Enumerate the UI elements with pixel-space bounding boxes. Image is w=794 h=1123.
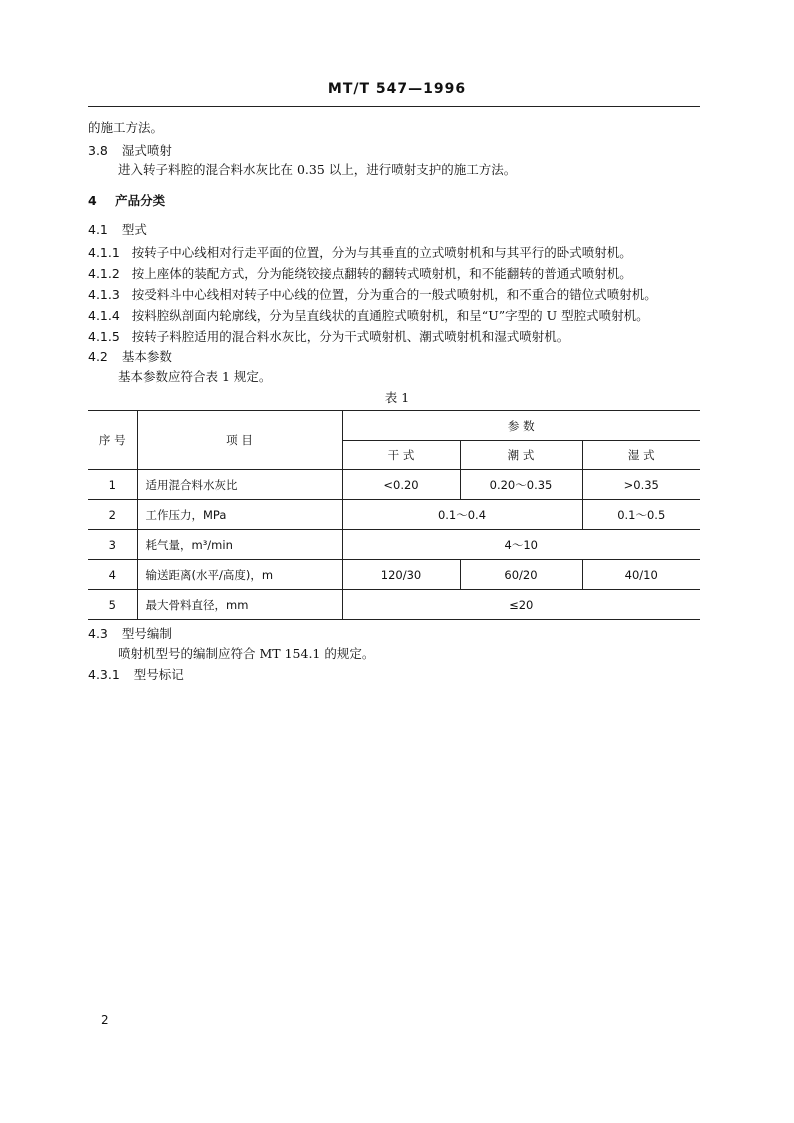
cell-seq: 2 — [88, 500, 137, 530]
section-3-8-text: 进入转子料腔的混合料水灰比在 0.35 以上，进行喷射支护的施工方法。 — [118, 162, 517, 177]
clause-text: 按料腔纵剖面内轮廓线，分为呈直线状的直通腔式喷射机，和呈“U”字型的 U 型腔式喷射机。 — [131, 308, 649, 323]
section-title: 型号编制 — [121, 626, 172, 641]
clause-4-1-4 — [88, 308, 649, 324]
cell-wet: >0.35 — [582, 470, 700, 500]
continued-paragraph: 的施工方法。 — [88, 120, 164, 135]
cell-wet: 0.1～0.5 — [582, 500, 700, 530]
clause-4-1-5 — [88, 329, 569, 345]
column-header-wet: 湿 式 — [582, 441, 700, 470]
section-number: 4.2 — [88, 349, 108, 364]
cell-seq: 1 — [88, 470, 137, 500]
column-header-seq: 序 号 — [88, 411, 137, 470]
section-number: 4 — [88, 193, 97, 208]
section-4-2-text: 基本参数应符合表 1 规定。 — [118, 369, 272, 384]
section-4-2-heading — [88, 349, 172, 365]
clause-number: 4.1.4 — [88, 308, 120, 323]
section-title: 型号标记 — [133, 667, 184, 682]
section-3-8-heading — [88, 143, 172, 159]
cell-seq: 4 — [88, 560, 137, 590]
cell-item: 工作压力，MPa — [137, 500, 342, 530]
table-row — [88, 590, 700, 620]
cell-dry-damp: 0.1～0.4 — [342, 500, 582, 530]
section-4-3-1-heading — [88, 667, 184, 683]
parameters-table — [88, 410, 700, 620]
clause-text: 按上座体的装配方式，分为能绕铰接点翻转的翻转式喷射机，和不能翻转的普通式喷射机。 — [131, 266, 632, 281]
column-header-item: 项 目 — [137, 411, 342, 470]
section-number: 4.3.1 — [88, 667, 120, 682]
cell-damp: 60/20 — [460, 560, 582, 590]
table-caption: 表 1 — [384, 390, 410, 405]
section-4-3-text: 喷射机型号的编制应符合 MT 154.1 的规定。 — [118, 646, 375, 661]
section-4-1-heading — [88, 222, 147, 238]
cell-dry: 120/30 — [342, 560, 460, 590]
section-title: 基本参数 — [121, 349, 172, 364]
table-row — [88, 500, 700, 530]
clause-text: 按转子料腔适用的混合料水灰比，分为干式喷射机、潮式喷射机和湿式喷射机。 — [131, 329, 570, 344]
cell-all: 4～10 — [342, 530, 700, 560]
section-number: 4.1 — [88, 222, 108, 237]
cell-dry: <0.20 — [342, 470, 460, 500]
cell-item: 适用混合料水灰比 — [137, 470, 342, 500]
table-row — [88, 530, 700, 560]
page-header-rule — [88, 106, 700, 107]
cell-item: 最大骨料直径，mm — [137, 590, 342, 620]
clause-number: 4.1.2 — [88, 266, 120, 281]
table-row — [88, 560, 700, 590]
column-header-damp: 潮 式 — [460, 441, 582, 470]
cell-seq: 5 — [88, 590, 137, 620]
clause-4-1-1 — [88, 245, 632, 261]
clause-text: 按转子中心线相对行走平面的位置，分为与其垂直的立式喷射机和与其平行的卧式喷射机。 — [131, 245, 632, 260]
cell-seq: 3 — [88, 530, 137, 560]
cell-item: 输送距离(水平/高度)，m — [137, 560, 342, 590]
section-title: 型式 — [121, 222, 147, 237]
clause-4-1-3 — [88, 287, 657, 303]
page-number: 2 — [101, 1013, 109, 1027]
clause-4-1-2 — [88, 266, 632, 282]
section-title: 湿式喷射 — [121, 143, 172, 158]
section-4-heading — [88, 193, 165, 209]
page-header-title: MT/T 547—1996 — [327, 81, 467, 97]
section-number: 3.8 — [88, 143, 108, 158]
table-header-row — [88, 411, 700, 441]
cell-wet: 40/10 — [582, 560, 700, 590]
section-4-3-heading — [88, 626, 172, 642]
clause-number: 4.1.1 — [88, 245, 120, 260]
cell-damp: 0.20～0.35 — [460, 470, 582, 500]
table-row — [88, 470, 700, 500]
cell-item: 耗气量，m³/min — [137, 530, 342, 560]
clause-text: 按受料斗中心线相对转子中心线的位置，分为重合的一般式喷射机，和不重合的错位式喷射机。 — [131, 287, 657, 302]
clause-number: 4.1.5 — [88, 329, 120, 344]
cell-all: ≤20 — [342, 590, 700, 620]
section-number: 4.3 — [88, 626, 108, 641]
column-header-params: 参 数 — [342, 411, 700, 441]
section-title: 产品分类 — [115, 193, 166, 208]
clause-number: 4.1.3 — [88, 287, 120, 302]
column-header-dry: 干 式 — [342, 441, 460, 470]
